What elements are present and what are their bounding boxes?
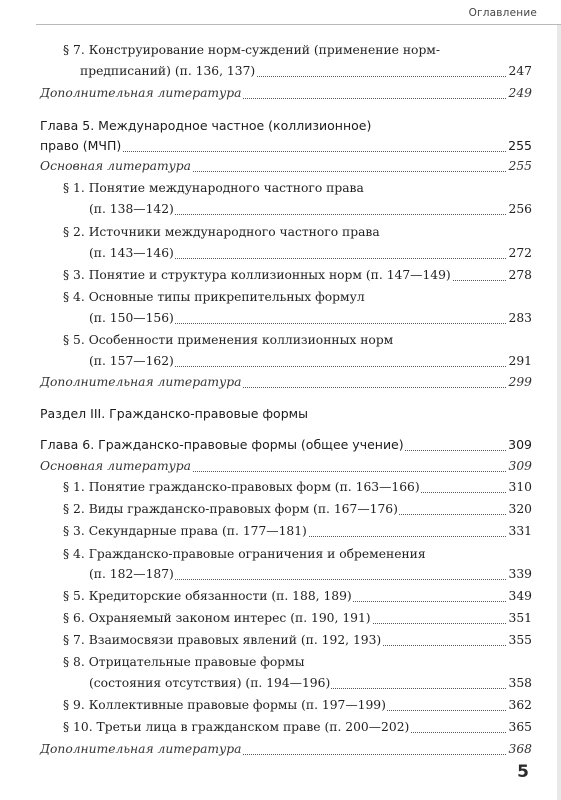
toc-entry-literature[interactable]: Основная литература 309 [40,456,532,476]
toc-entry[interactable]: § 5. Кредиторские обязанности (п. 188, 189) 349 [40,586,532,606]
toc-entry[interactable]: § 3. Секундарные права (п. 177—181) 331 [40,521,532,541]
toc-entry[interactable]: § 2. Виды гражданско-правовых форм (п. 167—176) 320 [40,499,532,519]
toc-entry[interactable]: § 7. Взаимосвязи правовых явлений (п. 192, 193) 355 [40,630,532,650]
toc-entry[interactable]: (п. 182—187) 339 [40,564,532,584]
toc-entry[interactable]: § 4. Гражданско-правовые ограничения и обременения [40,544,532,564]
toc-entry-literature[interactable]: Дополнительная литература 299 [40,372,532,392]
page-edge-shadow [557,25,561,800]
toc-entry[interactable]: § 1. Понятие международного частного права [40,178,532,198]
toc-entry[interactable]: § 4. Основные типы прикрепительных формул [40,287,532,307]
toc-entry[interactable]: (состояния отсутствия) (п. 194—196) 358 [40,673,532,693]
toc-entry[interactable]: (п. 138—142) 256 [40,199,532,219]
toc-entry[interactable]: (п. 143—146) 272 [40,243,532,263]
toc-entry[interactable]: § 9. Коллективные правовые формы (п. 197—199) 362 [40,695,532,715]
chapter-heading[interactable]: право (МЧП) 255 [40,136,532,156]
toc-entry[interactable]: § 5. Особенности применения коллизионных норм [40,330,532,350]
header-rule [36,24,561,25]
section-heading[interactable]: Раздел III. Гражданско-правовые формы [40,404,532,424]
toc-entry-literature[interactable]: Дополнительная литература 368 [40,739,532,759]
toc-entry[interactable]: § 7. Конструирование норм-суждений (применение норм- [40,40,532,60]
chapter-heading[interactable]: Глава 5. Международное частное (коллизионное) [40,116,532,136]
toc-entry[interactable]: § 10. Третьи лица в гражданском праве (п. 200—202) 365 [40,717,532,737]
toc-entry[interactable]: § 2. Источники международного частного права [40,222,532,242]
chapter-heading[interactable]: Глава 6. Гражданско-правовые формы (общее учение) 309 [40,435,532,455]
toc-entry[interactable]: § 8. Отрицательные правовые формы [40,652,532,672]
page-number: 5 [517,762,529,782]
toc-entry[interactable]: (п. 157—162) 291 [40,351,532,371]
running-head: Оглавление [468,7,537,19]
toc-entry[interactable]: § 6. Охраняемый законом интерес (п. 190, 191) 351 [40,608,532,628]
toc-entry-literature[interactable]: Основная литература 255 [40,156,532,176]
toc-entry[interactable]: § 3. Понятие и структура коллизионных норм (п. 147—149) 278 [40,265,532,285]
toc-entry-literature[interactable]: Дополнительная литература 249 [40,83,532,103]
toc-entry[interactable]: предписаний) (п. 136, 137) 247 [40,61,532,81]
toc-entry[interactable]: (п. 150—156) 283 [40,308,532,328]
toc-entry[interactable]: § 1. Понятие гражданско-правовых форм (п. 163—166) 310 [40,477,532,497]
